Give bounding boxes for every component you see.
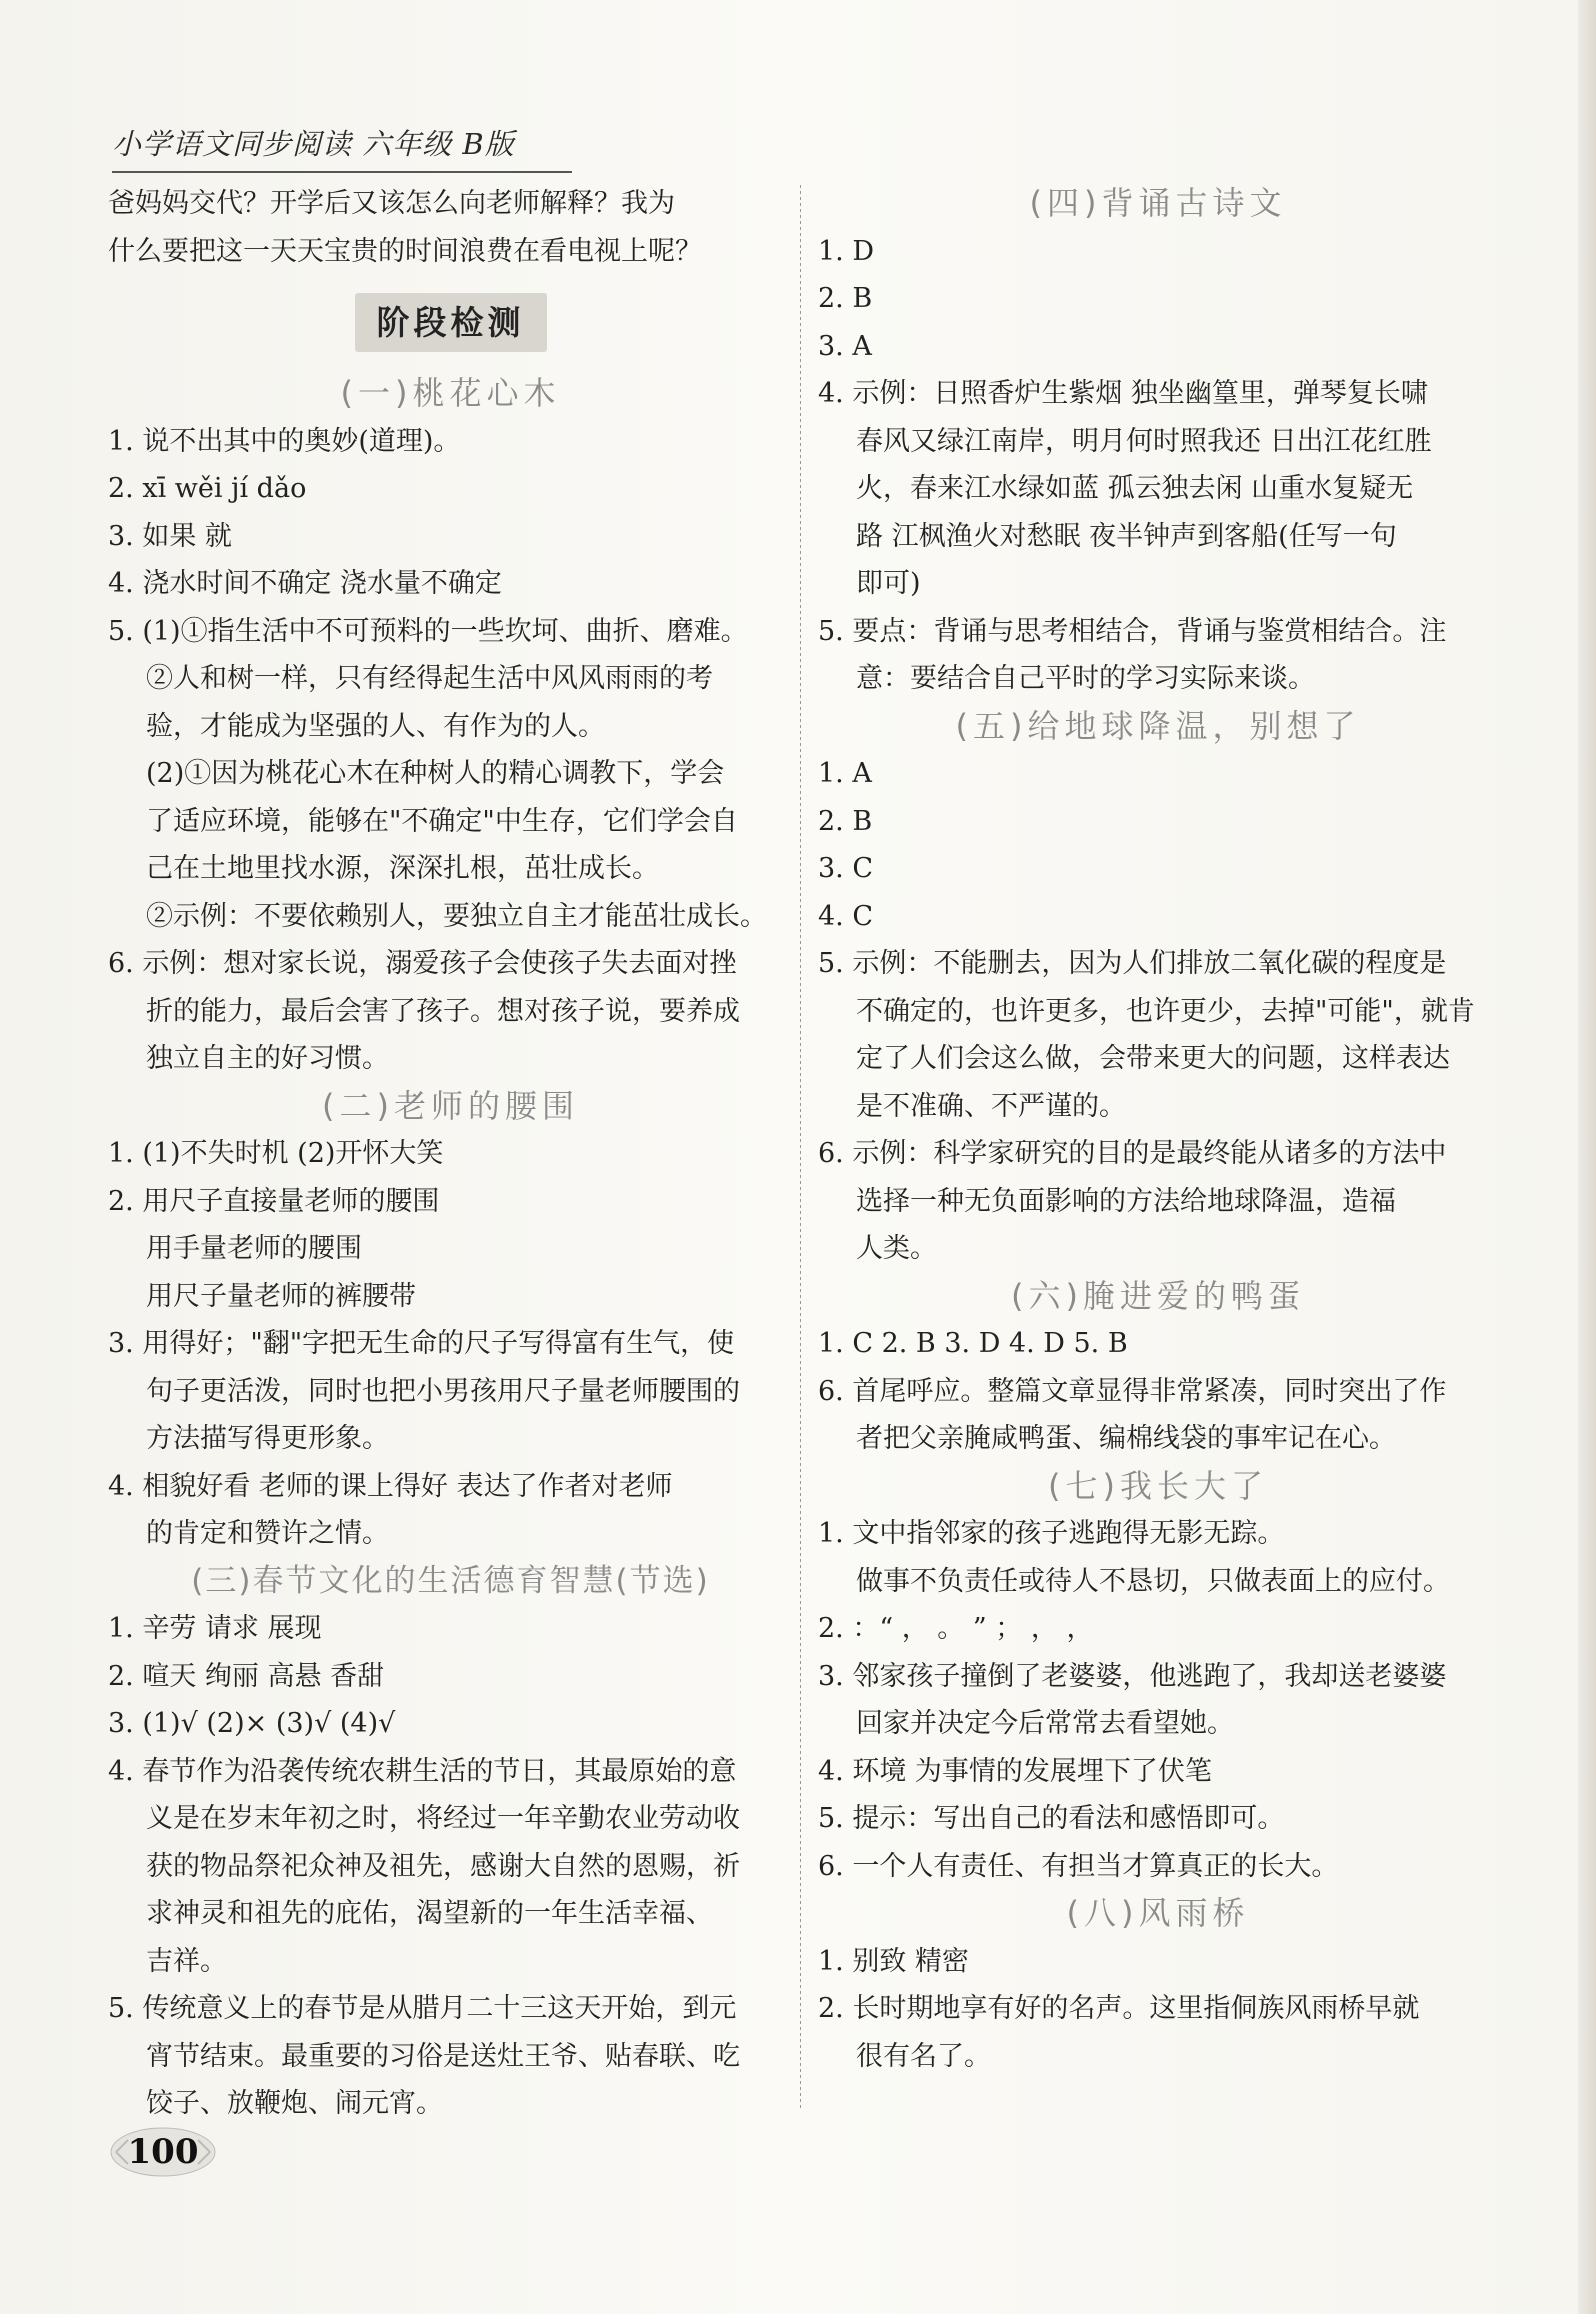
answer-line: 1. A xyxy=(818,758,872,789)
section-title-7: (七)我长大了 xyxy=(1048,1466,1268,1505)
answer-line: 己在土地里找水源，深深扎根，茁壮成长。 xyxy=(146,853,659,884)
answer-line: 折的能力，最后会害了孩子。想对孩子说，要养成 xyxy=(146,995,740,1027)
answer-line: 即可) xyxy=(856,568,921,599)
answer-line: 3. A xyxy=(818,330,872,362)
answer-line: 定了人们会这么做，会带来更大的问题，这样表达 xyxy=(856,1043,1450,1074)
running-header: 小学语文同步阅读 六年级 B版 xyxy=(112,122,572,173)
answer-line: 3. 如果 就 xyxy=(108,520,232,552)
answer-line: 火，春来江水绿如蓝 孤云独去闲 山重水复疑无 xyxy=(856,473,1414,504)
answer-line: 3. 用得好；"翻"字把无生命的尺子写得富有生气，使 xyxy=(108,1328,735,1359)
answer-line: 用手量老师的腰围 xyxy=(146,1233,362,1264)
answer-line: 2. 用尺子直接量老师的腰围 xyxy=(108,1185,440,1217)
page-number-badge xyxy=(108,2122,218,2182)
answer-line: 5. 提示：写出自己的看法和感悟即可。 xyxy=(818,1803,1285,1834)
answer-line: 用尺子量老师的裤腰带 xyxy=(146,1280,416,1312)
answer-line: 2. B xyxy=(818,283,873,314)
answer-line: 人类。 xyxy=(856,1233,937,1264)
answer-line: 6. 首尾呼应。整篇文章显得非常紧凑，同时突出了作 xyxy=(818,1375,1447,1407)
answer-line: 2. 喧天 绚丽 高悬 香甜 xyxy=(108,1660,385,1692)
answer-line: 者把父亲腌咸鸭蛋、编棉线袋的事牢记在心。 xyxy=(856,1423,1396,1454)
answer-line: 4. 春节作为沿袭传统农耕生活的节日，其最原始的意 xyxy=(108,1755,737,1787)
answer-line: 义是在岁末年初之时，将经过一年辛勤农业劳动收 xyxy=(146,1803,740,1834)
answer-line: 路 江枫渔火对愁眠 夜半钟声到客船(任写一句 xyxy=(856,520,1397,552)
answer-line: 独立自主的好习惯。 xyxy=(146,1043,389,1074)
answer-line: 2. 长时期地享有好的名声。这里指侗族风雨桥早就 xyxy=(818,1993,1420,2024)
answer-line: 句子更活泼，同时也把小男孩用尺子量老师腰围的 xyxy=(146,1375,740,1407)
section-title-3: (三)春节文化的生活德育智慧(节选) xyxy=(191,1562,710,1599)
intro-line: 什么要把这一天天宝贵的时间浪费在看电视上呢？ xyxy=(108,235,702,267)
answer-line: 3. C xyxy=(818,853,874,884)
section-title-1: (一)桃花心木 xyxy=(340,374,561,412)
answer-line: 吉祥。 xyxy=(146,1945,227,1977)
answer-line: 1. 辛劳 请求 展现 xyxy=(108,1613,322,1644)
answer-line: 3. 邻家孩子撞倒了老婆婆，他逃跑了，我却送老婆婆 xyxy=(818,1660,1447,1692)
answer-line: 是不准确、不严谨的。 xyxy=(856,1090,1126,1122)
answer-line: 了适应环境，能够在"不确定"中生存，它们学会自 xyxy=(146,805,738,837)
intro-line: 爸妈妈交代？开学后又该怎么向老师解释？我为 xyxy=(108,188,675,219)
answer-line: 不确定的，也许更多，也许更少，去掉"可能"，就肯 xyxy=(856,995,1475,1027)
stage-heading: 阶段检测 xyxy=(355,293,547,353)
stage-heading-wrap xyxy=(108,275,793,370)
section-title-4: (四)背诵古诗文 xyxy=(1029,184,1287,222)
answer-line: 6. 示例：科学家研究的目的是最终能从诸多的方法中 xyxy=(818,1138,1447,1169)
answer-line: ②人和树一样，只有经得起生活中风风雨雨的考 xyxy=(146,663,713,694)
left-column xyxy=(108,180,793,2128)
answer-line: 2. ：“ ， 。 ” ； ， ， xyxy=(818,1613,1094,1644)
answer-line: 1. 别致 精密 xyxy=(818,1945,969,1977)
answer-line: 验，才能成为坚强的人、有作为的人。 xyxy=(146,710,605,742)
answer-line: 4. 示例：日照香炉生紫烟 独坐幽篁里，弹琴复长啸 xyxy=(818,378,1428,409)
answer-line: 5. 传统意义上的春节是从腊月二十三这天开始，到元 xyxy=(108,1993,737,2024)
answer-line: 1. (1)不失时机 (2)开怀大笑 xyxy=(108,1138,444,1169)
answer-line: 1. 说不出其中的奥妙(道理)。 xyxy=(108,425,461,457)
answer-line: 2. B xyxy=(818,805,873,837)
answer-line: 的肯定和赞许之情。 xyxy=(146,1518,389,1549)
section-title-8: (八)风雨桥 xyxy=(1066,1894,1250,1932)
answer-line: 1. 文中指邻家的孩子逃跑得无影无踪。 xyxy=(818,1518,1285,1549)
answer-line: ②示例：不要依赖别人，要独立自主才能茁壮成长。 xyxy=(146,900,767,932)
answer-line: 4. 浇水时间不确定 浇水量不确定 xyxy=(108,568,502,599)
page-edge xyxy=(1578,0,1596,2314)
answer-line: 6. 一个人有责任、有担当才算真正的长大。 xyxy=(818,1850,1339,1882)
answer-line: 6. 示例：想对家长说，溺爱孩子会使孩子失去面对挫 xyxy=(108,948,737,979)
section-title-2: (二)老师的腰围 xyxy=(322,1086,579,1125)
section-title-6: (六)腌进爱的鸭蛋 xyxy=(1011,1276,1305,1315)
section-title-5: (五)给地球降温，别想了 xyxy=(955,706,1361,745)
answer-line: 很有名了。 xyxy=(856,2040,991,2072)
answer-line: 3. (1)√ (2)× (3)√ (4)√ xyxy=(108,1708,396,1739)
answer-line: 5. (1)①指生活中不可预料的一些坎坷、曲折、磨难。 xyxy=(108,615,748,647)
answer-line: 4. 相貌好看 老师的课上得好 表达了作者对老师 xyxy=(108,1470,673,1502)
answer-line: 4. 环境 为事情的发展埋下了伏笔 xyxy=(818,1755,1212,1787)
answer-line: 回家并决定今后常常去看望她。 xyxy=(856,1708,1234,1739)
answer-line: 1. D xyxy=(818,235,874,267)
answer-line: 方法描写得更形象。 xyxy=(146,1423,389,1454)
column-divider xyxy=(800,185,801,2110)
answer-line: 求神灵和祖先的庇佑，渴望新的一年生活幸福、 xyxy=(146,1898,713,1929)
answer-line: 4. C xyxy=(818,900,874,932)
answer-line: 意：要结合自己平时的学习实际来谈。 xyxy=(856,663,1315,694)
answer-line: 2. xī wěi jí dǎo xyxy=(108,473,307,504)
answer-line: 选择一种无负面影响的方法给地球降温，造福 xyxy=(856,1185,1396,1217)
answer-line: 5. 示例：不能删去，因为人们排放二氧化碳的程度是 xyxy=(818,948,1447,979)
answer-line: 宵节结束。最重要的习俗是送灶王爷、贴春联、吃 xyxy=(146,2040,740,2072)
right-column xyxy=(818,180,1498,2080)
answer-line: 饺子、放鞭炮、闹元宵。 xyxy=(146,2088,443,2119)
answer-line: (2)①因为桃花心木在种树人的精心调教下，学会 xyxy=(146,758,725,789)
answer-line: 1. C 2. B 3. D 4. D 5. B xyxy=(818,1328,1128,1359)
answer-line: 获的物品祭祀众神及祖先，感谢大自然的恩赐，祈 xyxy=(146,1850,740,1882)
answer-line: 5. 要点：背诵与思考相结合，背诵与鉴赏相结合。注 xyxy=(818,615,1447,647)
answer-line: 春风又绿江南岸，明月何时照我还 日出江花红胜 xyxy=(856,425,1432,457)
answer-line: 做事不负责任或待人不恳切，只做表面上的应付。 xyxy=(856,1565,1450,1597)
page-number: 100 xyxy=(127,2132,199,2172)
